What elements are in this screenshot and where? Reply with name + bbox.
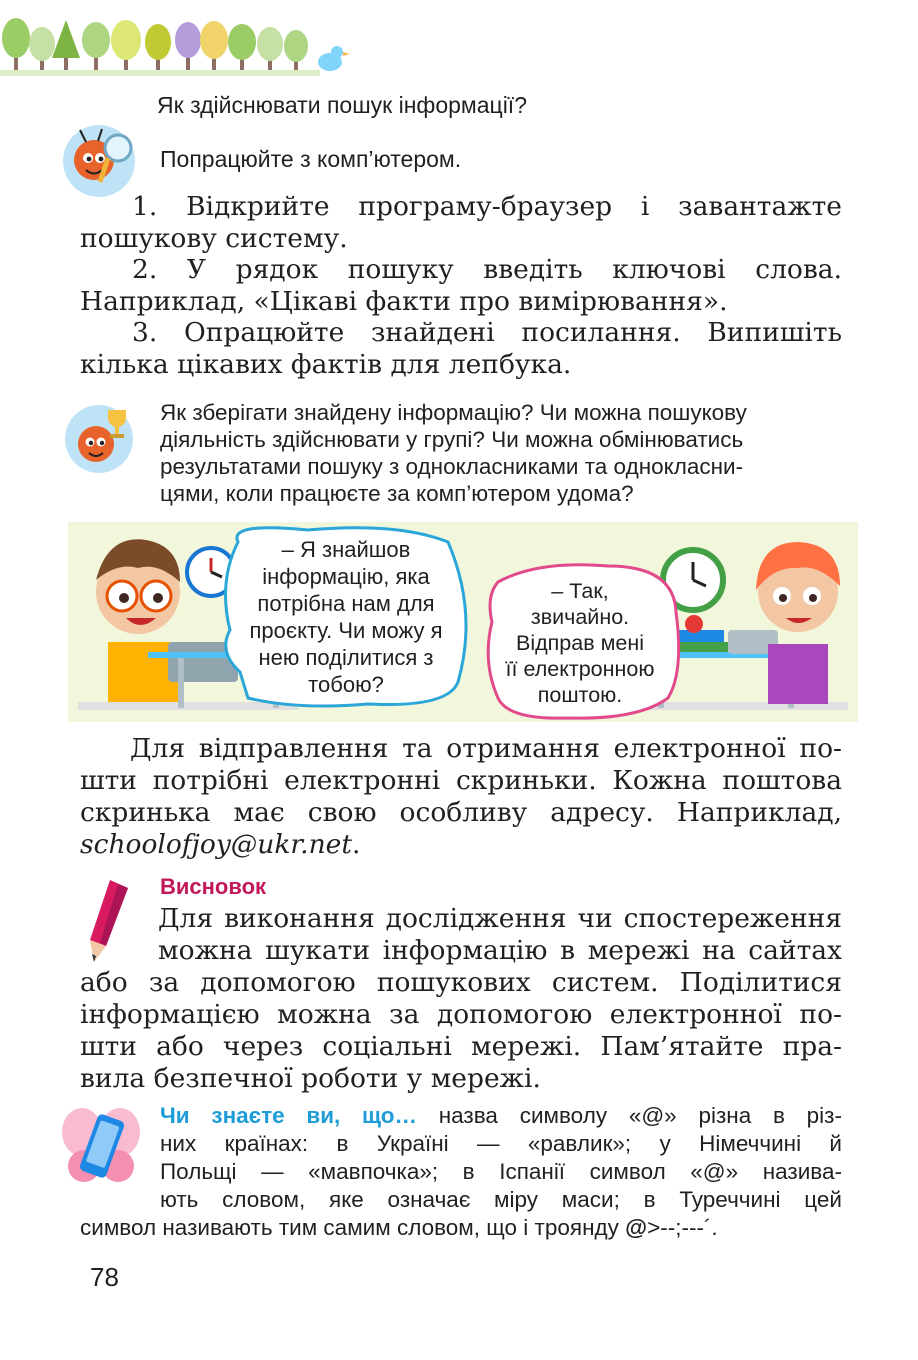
ant-magnifier-icon bbox=[60, 122, 138, 200]
conclusion-line: інформацією можна за допомогою електронної по- bbox=[80, 999, 842, 1030]
conclusion-text bbox=[80, 903, 842, 1095]
fact-line-last bbox=[80, 1214, 842, 1242]
bubble-line: тобою? bbox=[308, 672, 384, 697]
fact-last-text: символ називають тим самим словом, що і троянду bbox=[80, 1215, 626, 1240]
email-line bbox=[80, 829, 842, 861]
bubble-line: звичайно. bbox=[530, 605, 630, 629]
questions-line: результатами пошуку з однокласниками та однокласни- bbox=[160, 454, 744, 479]
conclusion-line: або за допомогою пошукових систем. Поділитися bbox=[80, 967, 842, 998]
fact-block bbox=[80, 1102, 842, 1242]
conclusion-title: Висновок bbox=[160, 874, 267, 899]
girl-speech-text bbox=[485, 578, 675, 708]
bubble-line: поштою. bbox=[537, 683, 623, 707]
boy-speech-text bbox=[225, 536, 467, 698]
bubble-line: Відправ мені bbox=[515, 631, 644, 655]
questions-block bbox=[160, 399, 850, 507]
questions-line: діяльність здійснювати у групі? Чи можна обмінюватись bbox=[160, 427, 744, 452]
email-address: schoolofjoy@ukr.net bbox=[80, 829, 353, 860]
trees-banner-icon bbox=[0, 0, 350, 86]
fact-line: ють словом, яке означає міру маси; в Туреччині цей bbox=[160, 1187, 842, 1212]
page-number: 78 bbox=[90, 1262, 119, 1292]
bubble-line: проєкту. Чи можу я bbox=[249, 618, 443, 643]
step-1: 1. Відкрийте програму-браузер і завантажте пошукову систему. bbox=[80, 191, 842, 254]
ant-trophy-icon bbox=[62, 402, 136, 476]
intro-task: Попрацюйте з комп’ютером. bbox=[160, 146, 462, 172]
fact-line: них країнах: в Україні — «равлик»; у Німеччині й bbox=[160, 1131, 842, 1156]
at-symbol: @ bbox=[625, 1215, 648, 1240]
email-line-end: . bbox=[352, 829, 361, 860]
conclusion-line: Для виконання дослідження чи спостереження bbox=[158, 903, 842, 934]
bubble-line: – Так, bbox=[551, 579, 609, 603]
bubble-line: інформацію, яка bbox=[262, 564, 430, 589]
intro-question: Як здійснювати пошук інформації? bbox=[157, 92, 527, 118]
conclusion-line: можна шукати інформацію в мережі на сайтах bbox=[158, 935, 842, 966]
fact-heading: Чи знаєте ви, що… bbox=[160, 1103, 417, 1128]
step-3: 3. Опрацюйте знайдені посилання. Випишіть кілька цікавих фактів для лепбука. bbox=[80, 317, 842, 380]
email-paragraph bbox=[80, 733, 842, 861]
steps-list bbox=[80, 191, 842, 380]
fact-line: Польщі — «мавпочка»; в Іспанії символ «@» назива- bbox=[160, 1159, 842, 1184]
paragraph-line: шти потрібні електронні скриньки. Кожна поштова bbox=[80, 765, 842, 796]
paragraph-line: скринька має свою особливу адресу. Наприклад, bbox=[80, 797, 842, 828]
bubble-line: нею поділитися з bbox=[258, 645, 434, 670]
questions-line: цями, коли працюєте за комп’ютером удома? bbox=[160, 481, 634, 506]
bubble-line: – Я знайшов bbox=[281, 537, 411, 562]
conclusion-line: шти або через соціальні мережі. Пам’ятайте пра- bbox=[80, 1031, 842, 1062]
questions-line: Як зберігати знайдену інформацію? Чи можна пошукову bbox=[160, 400, 747, 425]
bubble-line: її електронною bbox=[505, 657, 655, 681]
fact-line-1: назва символу «@» різна в різ- bbox=[416, 1103, 842, 1128]
fact-line bbox=[80, 1102, 842, 1130]
step-2: 2. У рядок пошуку введіть ключові слова. Наприклад, «Цікаві факти про вимірювання». bbox=[80, 254, 842, 317]
paragraph-line: Для відправлення та отримання електронної по- bbox=[130, 733, 842, 764]
bubble-line: потрібна нам для bbox=[257, 591, 435, 616]
rose-text: >--;---´. bbox=[647, 1215, 718, 1240]
conclusion-line: вила безпечної роботи у мережі. bbox=[80, 1063, 541, 1094]
